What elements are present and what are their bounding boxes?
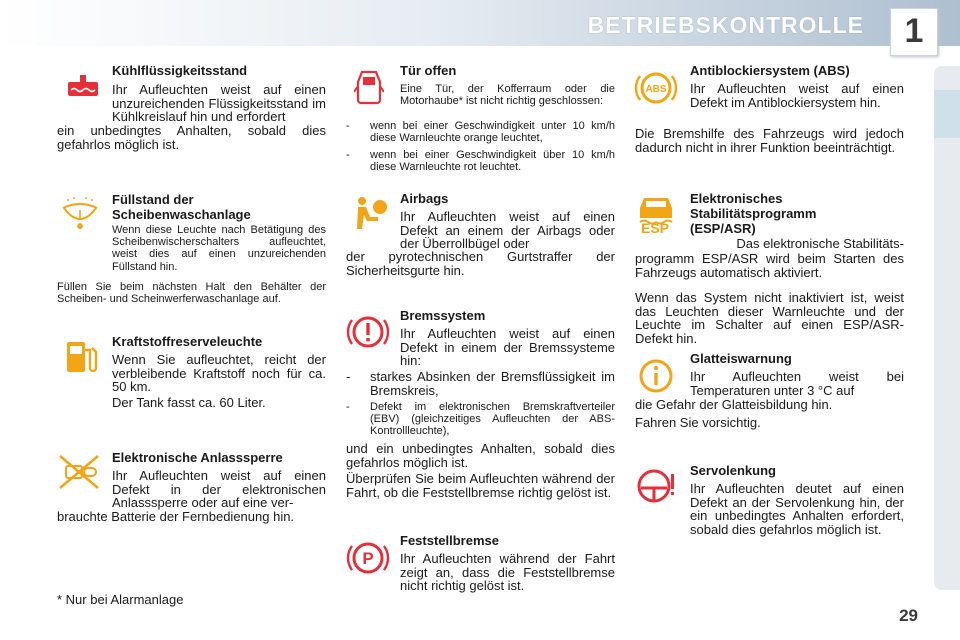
esp-icon-label: ESP <box>641 220 670 236</box>
steering-wheel-icon <box>634 466 678 506</box>
fuel-title: Kraftstoffreserveleuchte <box>112 334 263 349</box>
door-item-2-text: wenn bei einer Geschwindigkeit über 10 km/h diese Warnleuchte rot leuchtet. <box>370 149 615 174</box>
parking-brake-icon <box>346 538 390 578</box>
parking-title: Feststellbremse <box>400 533 499 548</box>
abs-text-b: Die Bremshilfe des Fahrzeugs wird jedoch dadurch nicht in ihrer Funktion beeinträchtigt. <box>635 126 904 155</box>
brake-warning-icon <box>346 312 390 352</box>
immobiliser-text-b: brauchte Batterie der Fernbedienung hin. <box>57 509 295 524</box>
chapter-badge <box>890 8 938 56</box>
door-item-2 <box>346 149 615 175</box>
washer-text-b: Füllen Sie beim nächsten Halt den Behälter der Scheiben- und Scheinwerferwaschanlage auf. <box>57 281 326 306</box>
brake-item-2-text: Defekt im elektronischen Bremskraftverteiler (EBV) (gleichzeitiges Aufleuchten der ABS-Kontrollleuchte), <box>370 401 615 438</box>
footnote: * Nur bei Alarmanlage <box>57 592 184 607</box>
coolant-title: Kühlflüssigkeitsstand <box>112 63 248 78</box>
door-text: Eine Tür, der Kofferraum oder die Motorhaube* ist nicht richtig geschlossen: <box>400 83 615 108</box>
fuel-text-b: Der Tank fasst ca. 60 Liter. <box>112 395 266 410</box>
airbags-title: Airbags <box>400 191 449 206</box>
svg-text:ABS: ABS <box>645 84 667 95</box>
brake-text-c: Überprüfen Sie beim Aufleuchten während der Fahrt, ob die Feststellbremse richtig gelöst ist. <box>346 471 615 500</box>
esp-title: Elektronisches Stabilitätsprogramm (ESP/ASR) <box>690 191 817 236</box>
washer-fluid-icon <box>60 196 100 234</box>
airbags-text-a: Ihr Aufleuchten weist auf einen Defekt an einem der Airbags oder der Überrollbügel oder <box>400 209 615 251</box>
washer-text-a: Wenn diese Leuchte nach Betätigung des Scheibenwischerschalters aufleuchtet, weist dies auf einen unzureichenden Füllstand hin. <box>112 224 326 273</box>
coolant-text-b: ein unbedingtes Anhalten, sobald dies gefahrlos möglich ist. <box>57 123 326 152</box>
brake-item-2 <box>346 401 615 439</box>
door-item-1-text: wenn bei einer Geschwindigkeit unter 10 km/h diese Warnleuchte orange leuchtet, <box>370 120 615 145</box>
immobiliser-key-icon <box>56 452 102 492</box>
brake-text-b: und ein unbedingtes Anhalten, sobald dies gefahrlos möglich ist. <box>346 441 615 470</box>
coolant-text-a: Ihr Aufleuchten weist auf einen unzureichenden Flüssigkeitsstand im Kühlkreislauf hin und erfordert <box>112 82 326 124</box>
steering-text: Ihr Aufleuchten deutet auf einen Defekt an der Servolenkung hin, der ein unbedingtes Anhalten erfordert, sobald dies gefahrlos möglich ist. <box>690 481 904 537</box>
esp-text-b: programm ESP/ASR wird beim Starten des Fahrzeugs automatisch aktiviert. <box>635 251 904 280</box>
immobiliser-title: Elektronische Anlasssperre <box>112 450 283 465</box>
abs-title: Antiblockiersystem (ABS) <box>690 63 850 78</box>
ice-text-a: Ihr Aufleuchten weist bei Temperaturen unter 3 °C auf <box>690 369 904 398</box>
airbags-text-b: der pyrotechnischen Gurtstraffer der Sicherheitsgurte hin. <box>346 249 615 278</box>
airbag-icon <box>350 194 390 234</box>
esp-text-c: Wenn das System nicht inaktiviert ist, weist das Leuchten dieser Warnleuchte und der Leuchte im Schalter auf einen ESP/ASR-Defekt hin. <box>635 290 904 346</box>
fuel-text-a: Wenn Sie aufleuchtet, reicht der verbleibende Kraftstoff noch für ca. 50 km. <box>112 352 326 394</box>
washer-title: Füllstand der Scheibenwaschanlage <box>112 192 251 222</box>
list-dash: - <box>346 369 351 384</box>
fuel-pump-icon <box>64 338 98 376</box>
list-dash: - <box>346 401 350 413</box>
side-tab-active <box>934 90 960 138</box>
immobiliser-text-a: Ihr Aufleuchten weist auf einen Defekt in der elektronischen Anlasssperre oder auf eine ver- <box>112 468 326 510</box>
page-title: BETRIEBSKONTROLLE <box>587 12 864 38</box>
steering-title: Servolenkung <box>690 463 776 478</box>
abs-text-a: Ihr Aufleuchten weist auf einen Defekt im Antiblockiersystem hin. <box>690 81 904 110</box>
side-tab-bar <box>934 66 960 590</box>
esp-text-a: Das elektronische Stabilitäts- <box>736 236 904 251</box>
abs-icon <box>634 68 678 108</box>
coolant-temperature-icon <box>66 72 100 102</box>
ice-text-b: die Gefahr der Glatteisbildung hin. <box>635 397 833 412</box>
page-number: 29 <box>899 606 918 625</box>
brake-text-a: Ihr Aufleuchten weist auf einen Defekt in einem der Bremssysteme hin: <box>400 326 615 368</box>
door-open-icon <box>354 68 384 108</box>
brake-title: Bremssystem <box>400 308 486 323</box>
ice-text-c: Fahren Sie vorsichtig. <box>635 415 761 430</box>
brake-item-1-text: starkes Absinken der Bremsflüssigkeit im Bremskreis, <box>370 369 615 398</box>
door-item-1 <box>346 120 615 146</box>
ice-warning-icon <box>634 356 678 396</box>
list-dash: - <box>346 149 350 161</box>
list-dash: - <box>346 120 350 132</box>
parking-text: Ihr Aufleuchten während der Fahrt zeigt an, dass die Feststellbremse nicht richtig gelöst ist. <box>400 551 615 593</box>
ice-title: Glatteiswarnung <box>690 351 792 366</box>
brake-item-1 <box>346 370 615 398</box>
svg-text:P: P <box>362 549 374 568</box>
door-title: Tür offen <box>400 63 457 78</box>
chapter-number: 1 <box>904 12 924 50</box>
